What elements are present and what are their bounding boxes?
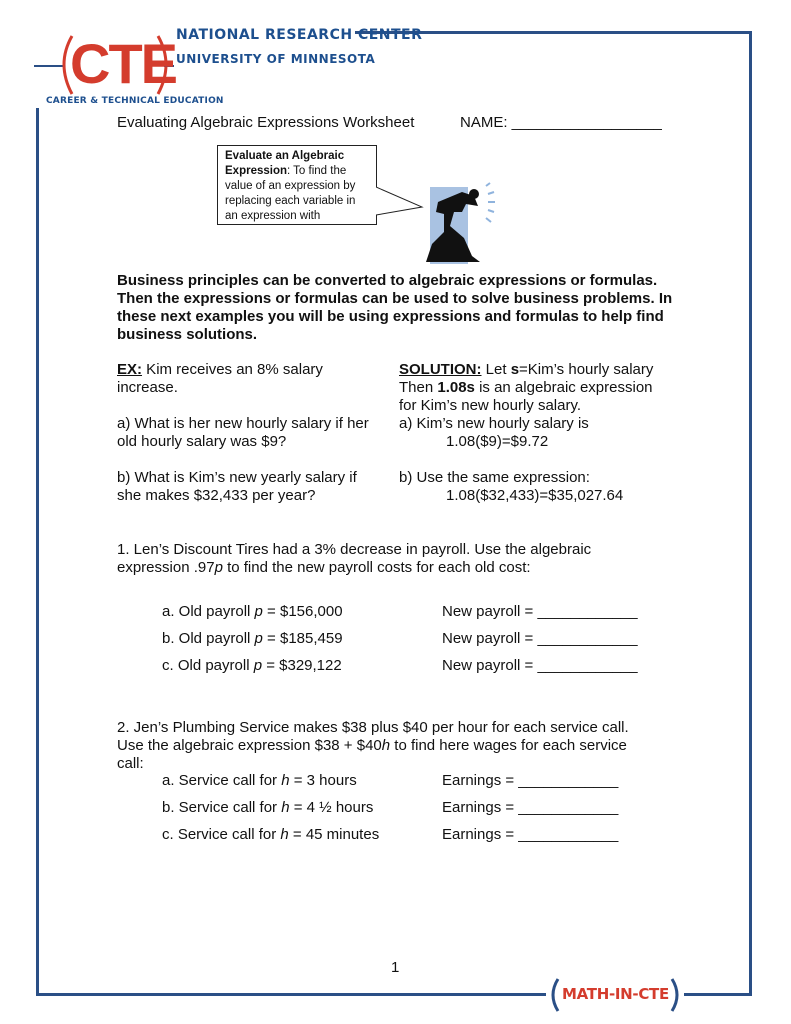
problem-1-item-c (162, 657, 342, 675)
page-number: 1 (391, 959, 400, 976)
solution-line-3: for Kim’s new hourly salary. (399, 397, 582, 414)
item-label: a. Old payroll (162, 603, 255, 620)
item-label: b. Old payroll (162, 630, 255, 647)
item-label: a. Service call for (162, 772, 282, 789)
item-variable: h (281, 799, 290, 816)
problem-2-intro-2 (117, 737, 627, 755)
item-variable: h (281, 772, 290, 789)
item-variable: p (253, 657, 263, 674)
org-line-1: NATIONAL RESEARCH CENTER (176, 27, 423, 43)
solution-expression: 1.08s (437, 379, 475, 396)
footer-brand-text: MATH-IN-CTE (562, 985, 669, 1003)
problem-2-item-b (162, 799, 373, 817)
problem-1-answer-b[interactable]: New payroll = ____________ (442, 630, 638, 647)
item-value: = $185,459 (262, 630, 343, 647)
item-value: = 4 ½ hours (289, 799, 374, 816)
problem-1-intro-2 (117, 559, 531, 577)
example-question-a-1: a) What is her new hourly salary if her (117, 415, 369, 432)
frame-bottom-line-left (36, 993, 546, 996)
item-value: = 3 hours (289, 772, 357, 789)
problem-1-intro-1: 1. Len’s Discount Tires had a 3% decrease in payroll. Use the algebraic (117, 541, 592, 558)
solution-definition: =Kim’s hourly salary (519, 361, 654, 378)
problem-1-intro-text: expression .97 (117, 559, 215, 576)
frame-right-line (749, 31, 752, 995)
intro-paragraph: Business principles can be converted to algebraic expressions or formulas. Then the expressions or formulas can be used to solve business problems. In these next examples you will be using expressions and formulas to help find business solutions. (117, 272, 673, 343)
solution-line-2 (399, 379, 653, 397)
problem-2-intro-3: call: (117, 755, 144, 772)
example-text-1: Kim receives an 8% salary (142, 361, 323, 378)
problem-2-intro-1: 2. Jen’s Plumbing Service makes $38 plus $40 per hour for each service call. (117, 719, 629, 736)
solution-answer-a-2: 1.08($9)=$9.72 (446, 433, 549, 450)
example-line-1 (117, 361, 323, 379)
career-line: CAREER & TECHNICAL EDUCATION (46, 96, 224, 106)
item-variable: h (280, 826, 289, 843)
problem-2-answer-c[interactable]: Earnings = ____________ (442, 826, 619, 843)
problem-1-intro-rest: to find the new payroll costs for each old cost: (222, 559, 531, 576)
problem-2-item-c (162, 826, 379, 844)
item-variable: p (254, 603, 263, 620)
cte-logo (34, 22, 174, 102)
item-variable: p (254, 630, 263, 647)
cte-logo-letters: CTE (70, 32, 176, 95)
item-value: = $329,122 (262, 657, 342, 674)
callout-definition: : To find the value of an expression by replacing each variable in an expression with (225, 165, 356, 222)
solution-answer-b-1: b) Use the same expression: (399, 469, 590, 486)
solution-then-rest: is an algebraic expression (474, 379, 653, 396)
frame-bottom-line-right (684, 993, 752, 996)
solution-label: SOLUTION: (399, 361, 482, 378)
org-line-2: UNIVERSITY OF MINNESOTA (176, 52, 376, 66)
example-question-b-1: b) What is Kim’s new yearly salary if (117, 469, 357, 486)
example-question-a-2: old hourly salary was $9? (117, 433, 287, 450)
problem-2-intro-rest: to find here wages for each service (390, 737, 627, 754)
solution-let: Let (481, 361, 511, 378)
item-label: c. Old payroll (162, 657, 254, 674)
problem-2-variable: h (381, 737, 391, 754)
definition-callout (217, 145, 377, 225)
problem-1-item-a (162, 603, 343, 621)
item-value: = 45 minutes (288, 826, 380, 843)
presenter-clipart (418, 182, 500, 266)
problem-1-answer-a[interactable]: New payroll = ____________ (442, 603, 638, 620)
worksheet-title: Evaluating Algebraic Expressions Worksheet (117, 114, 415, 131)
solution-line-1 (399, 361, 653, 379)
solution-answer-a-1: a) Kim’s new hourly salary is (399, 415, 589, 432)
problem-1-item-b (162, 630, 343, 648)
problem-2-item-a (162, 772, 357, 790)
example-line-2: increase. (117, 379, 178, 396)
frame-left-line (36, 108, 39, 995)
name-field[interactable]: NAME: __________________ (460, 114, 662, 131)
example-label: EX: (117, 361, 143, 378)
example-question-b-2: she makes $32,433 per year? (117, 487, 316, 504)
solution-variable: s (510, 361, 520, 378)
item-label: c. Service call for (162, 826, 281, 843)
item-label: b. Service call for (162, 799, 282, 816)
item-value: = $156,000 (262, 603, 343, 620)
problem-1-variable: p (214, 559, 223, 576)
callout-term: Evaluate an Algebraic Expression (225, 150, 345, 177)
solution-answer-b-2: 1.08($32,433)=$35,027.64 (446, 487, 624, 504)
footer-brand (548, 976, 682, 1014)
problem-2-answer-a[interactable]: Earnings = ____________ (442, 772, 619, 789)
problem-2-intro-text: Use the algebraic expression $38 + $40 (117, 737, 382, 754)
solution-then: Then (399, 379, 438, 396)
problem-1-answer-c[interactable]: New payroll = ____________ (442, 657, 638, 674)
problem-2-answer-b[interactable]: Earnings = ____________ (442, 799, 619, 816)
